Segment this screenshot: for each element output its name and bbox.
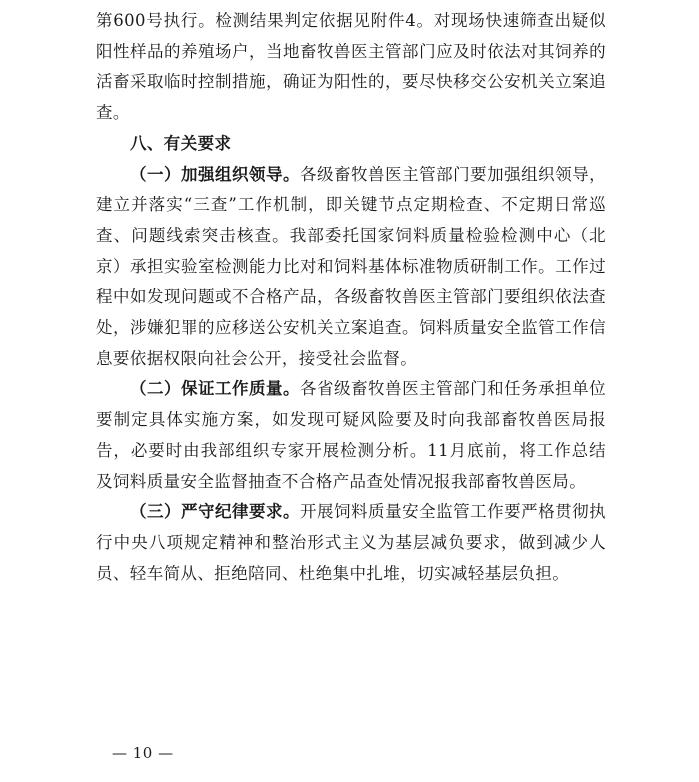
document-body bbox=[96, 6, 606, 589]
requirement-item-2-body: 各省级畜牧兽医主管部门和任务承担单位要制定具体实施方案，如发现可疑风险要及时向我部畜牧兽医局报告，必要时由我部组织专家开展检测分析。11月底前，将工作总结及饲料质量安全监督抽查不合格产品查处情况报我部畜牧兽医局。 bbox=[96, 379, 607, 491]
requirement-item-3 bbox=[96, 497, 606, 589]
continuation-paragraph: 第600号执行。检测结果判定依据见附件4。对现场快速筛查出疑似阳性样品的养殖场户，当地畜牧兽医主管部门应及时依法对其饲养的活畜采取临时控制措施，确证为阳性的，要尽快移交公安机关立案追查。 bbox=[96, 11, 606, 123]
requirement-item-1 bbox=[96, 160, 606, 375]
requirement-item-1-title: （一）加强组织领导。 bbox=[130, 164, 301, 184]
requirement-item-2-title: （二）保证工作质量。 bbox=[130, 379, 301, 399]
requirement-item-2 bbox=[96, 374, 606, 497]
requirement-item-3-body: 开展饲料质量安全监管工作要严格贯彻执行中央八项规定精神和整治形式主义为基层减负要求，做到减少人员、轻车简从、拒绝陪同、杜绝集中扎堆，切实减轻基层负担。 bbox=[96, 502, 607, 583]
requirement-item-1-body: 各级畜牧兽医主管部门要加强组织领导，建立并落实“三查”工作机制，即关键节点定期检查、不定期日常巡查、问题线索突击核查。我部委托国家饲料质量检验检测中心（北京）承担实验室检测能力比对和饲料基体标准物质研制工作。工作过程中如发现问题或不合格产品，各级畜牧兽医主管部门要组织依法查处，涉嫌犯罪的应移送公安机关立案追查。饲料质量安全监管工作信息要依据权限向社会公开，接受社会监督。 bbox=[96, 164, 607, 368]
section-heading: 八、有关要求 bbox=[130, 133, 232, 153]
requirement-item-3-title: （三）严守纪律要求。 bbox=[130, 502, 301, 522]
page-number: — 10 — bbox=[112, 744, 174, 762]
